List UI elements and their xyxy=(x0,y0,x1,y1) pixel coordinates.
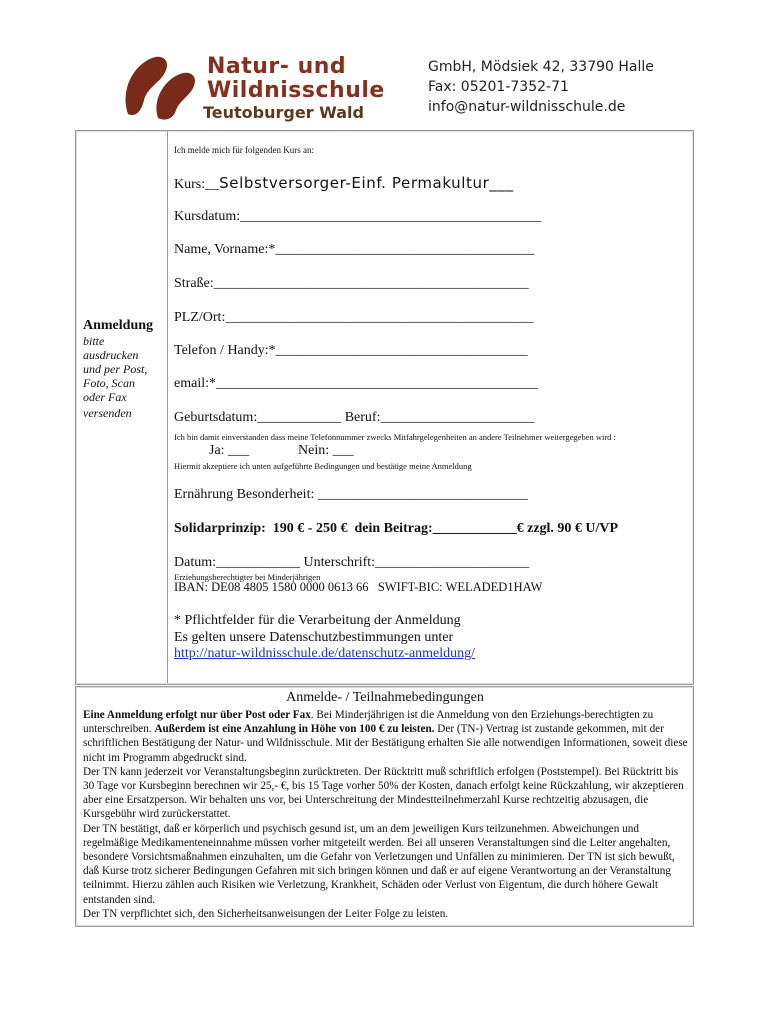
logo-text-line1: Natur- und xyxy=(207,54,347,79)
street-field[interactable]: Straße:_____________________________________________ xyxy=(174,276,529,291)
phone-field[interactable]: Telefon / Handy:*____________________________________ xyxy=(174,343,528,358)
conditions-text xyxy=(83,708,688,921)
registration-heading: Anmeldung xyxy=(83,318,154,333)
diet-field[interactable]: Ernährung Besonderheit: ______________________________ xyxy=(174,487,528,502)
conditions-span: . Bei Minderjährigen ist die Anmeldung von den Erziehungs-berechtigten zu unterschreiben. xyxy=(83,709,654,736)
privacy-link[interactable]: http://natur-wildnisschule.de/datenschutz-anmeldung/ xyxy=(174,646,476,661)
course-date-field[interactable]: Kursdatum:___________________________________________ xyxy=(174,209,542,224)
contact-email[interactable]: info@natur-wildnisschule.de xyxy=(428,99,626,115)
conditions-paragraph: Der TN kann jederzeit vor Veranstaltungsbeginn zurücktreten. Der Rücktritt muß schriftlich erfolgen (Poststempel). Bei Rücktritt bis 30 Tage vor Kursbeginn berechnen wir 25,- €, bis 15 Tage vorher 50% der Kosten, danach erfolgt keine Rückzahlung, wir akzeptieren aber eine Ersatzperson. Wir behalten uns vor, bei Unterschreitung der Mindestteilnehmerzahl Kurse rechtzeitig abzusagen, die Kursgebühr wird zurückerstattet. xyxy=(83,765,684,821)
instruction-line: bitte xyxy=(83,334,105,348)
bank-details: IBAN: DE08 4805 1580 0000 0613 66 SWIFT-BIC: WELADED1HAW xyxy=(174,580,543,594)
terms-acceptance-text: Hiermit akzeptiere ich unten aufgeführte Bedingungen und bestätige meine Anmeldung xyxy=(174,461,472,471)
yes-no-choice[interactable]: Ja: ___ Nein: ___ xyxy=(174,443,354,458)
instruction-line: und per Post, xyxy=(83,362,148,376)
email-field[interactable]: email:*______________________________________________ xyxy=(174,376,538,391)
privacy-note: Es gelten unsere Datenschutzbestimmungen unter xyxy=(174,630,454,645)
conditions-bold: Außerdem ist eine Anzahlung in Höhe von 100 € zu leisten. xyxy=(154,723,435,736)
conditions-title: Anmelde- / Teilnahmebedingungen xyxy=(286,690,484,705)
form-intro: Ich melde mich für folgenden Kurs an: xyxy=(174,145,314,155)
conditions-paragraph xyxy=(83,708,688,765)
course-label: Kurs:__ xyxy=(174,177,220,192)
conditions-paragraph: Der TN bestätigt, daß er körperlich und psychisch gesund ist, um an dem jeweiligen Kurs teilzunehmen. Abweichungen und regelmäßige Medikamenteneinnahme müssen vorher mitgeteilt werden. Bei all unseren Veranstaltungen sind die Leiter angehalten, besondere Vorsichtsmaßnahmen einzuhalten, um die Gefahr von Verletzungen und Unfällen zu minimieren. Der TN ist sich bewußt, daß Kurse trotz sicherer Bedingungen Gefahren mit sich bringen können und daß er auf eigene Verantwortung an der Veranstaltung teilnimmt. Hierzu zählen auch Risiken wie Verletzung, Krankheit, Schäden oder Verlust von Eigentum, die durch höhere Gewalt entstanden sind. xyxy=(83,822,675,906)
instruction-line: oder Fax xyxy=(83,390,127,404)
guardian-note: Erziehungsberechtigter bei Minderjährigen xyxy=(174,572,321,582)
instruction-line: versenden xyxy=(83,406,132,420)
solidarity-price-field[interactable]: Solidarprinzip: 190 € - 250 € dein Beitrag:____________€ zzgl. 90 € U/VP xyxy=(174,521,619,536)
conditions-span: Der (TN-) Vertrag ist zustande gekommen, mit der schriftlichen Bestätigung der Natur- und Wildnisschule. Mit der Bestätigung erhalten Sie alle notwendigen Informationen, soweit diese nicht im Programm abgedruckt sind. xyxy=(83,723,688,764)
conditions-bold: Eine Anmeldung erfolgt nur über Post oder Fax xyxy=(83,709,311,721)
footprint-logo-icon xyxy=(118,52,203,124)
date-signature-field[interactable]: Datum:____________ Unterschrift:______________________ xyxy=(174,555,530,570)
column-divider xyxy=(167,131,168,683)
logo-text-line3: Teutoburger Wald xyxy=(203,103,364,122)
course-field[interactable] xyxy=(174,174,514,193)
name-field[interactable]: Name, Vorname:*_____________________________________ xyxy=(174,242,535,257)
conditions-paragraph: Der TN verpflichtet sich, den Sicherheitsanweisungen der Leiter Folge zu leisten. xyxy=(83,907,449,920)
course-value: Selbstversorger-Einf. Permakultur___ xyxy=(219,174,514,192)
zip-city-field[interactable]: PLZ/Ort:____________________________________________ xyxy=(174,310,534,325)
contact-fax: Fax: 05201-7352-71 xyxy=(428,79,569,95)
contact-address: GmbH, Mödsiek 42, 33790 Halle xyxy=(428,59,654,75)
instruction-line: Foto, Scan xyxy=(83,376,135,390)
instruction-line: ausdrucken xyxy=(83,348,139,362)
phone-sharing-consent-text: Ich bin damit einverstanden dass meine Telefonnummer zwecks Mitfahrgelegenheiten an andere Teilnehmer weitergegeben wird : xyxy=(174,432,616,442)
logo-text-line2: Wildnisschule xyxy=(207,78,385,103)
birthdate-profession-field[interactable]: Geburtsdatum:____________ Beruf:______________________ xyxy=(174,410,535,425)
required-fields-note: * Pflichtfelder für die Verarbeitung der Anmeldung xyxy=(174,613,461,628)
